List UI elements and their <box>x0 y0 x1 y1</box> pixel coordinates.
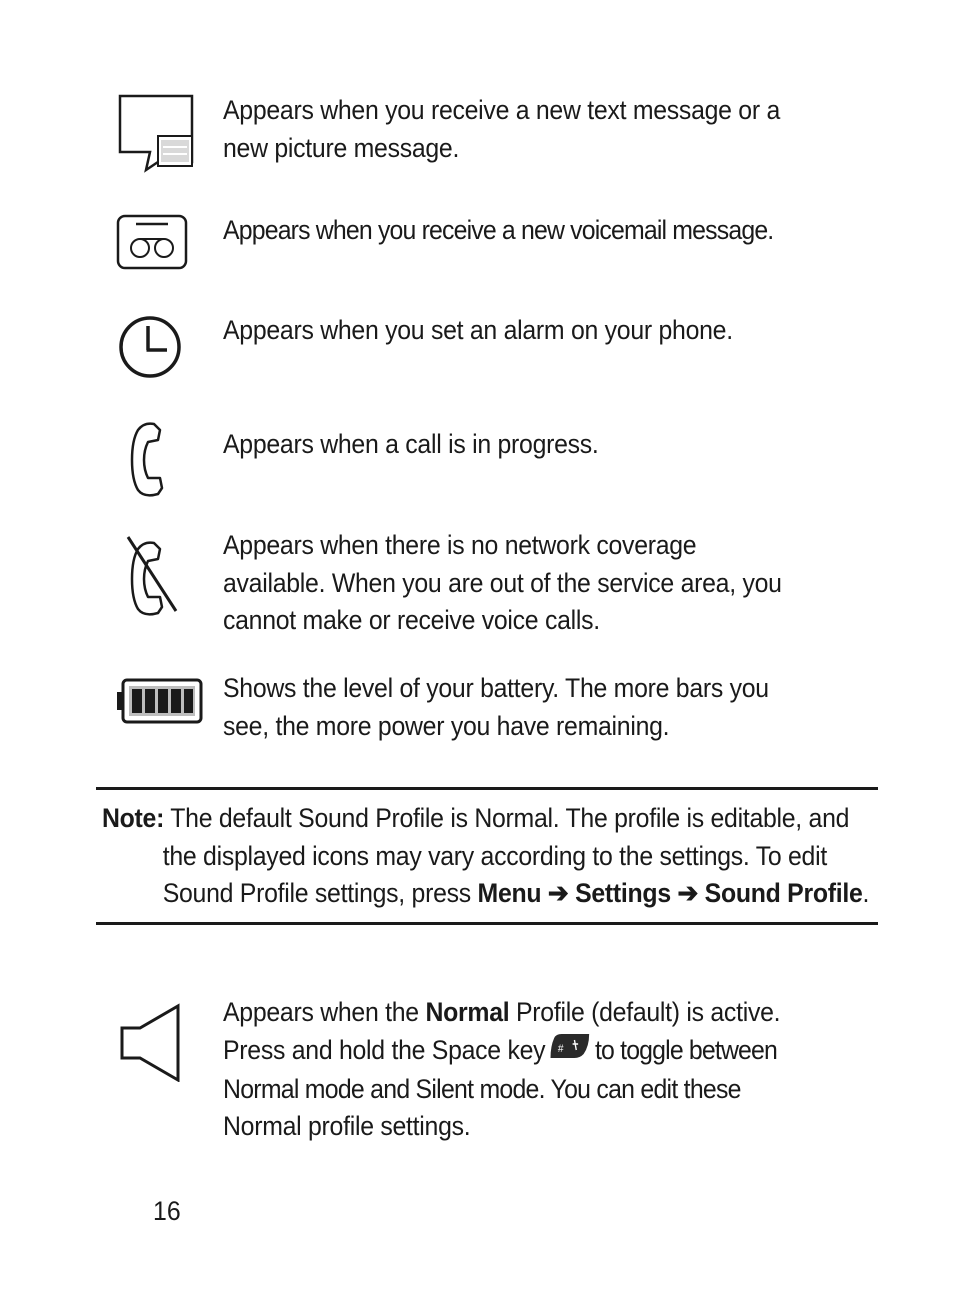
no-network-description: Appears when there is no network coverage available. When you are out of the service area, you cannot make or receive voice calls. <box>223 530 782 635</box>
call-description: Appears when a call is in progress. <box>223 429 599 459</box>
menu-path-menu: Menu <box>477 878 542 908</box>
note-line-3: Sound Profile settings, press Menu ➔ Settings ➔ Sound Profile. <box>162 878 870 908</box>
note-bottom-rule <box>96 922 878 925</box>
menu-path-sound-profile: Sound Profile <box>704 878 863 908</box>
space-key-icon <box>549 1032 591 1071</box>
speaker-icon <box>116 1002 186 1082</box>
note-label: Note: <box>102 803 165 833</box>
battery-icon <box>115 676 205 726</box>
note-line-1: The default Sound Profile is Normal. The profile is editable, and <box>170 803 850 833</box>
note-line-2: the displayed icons may vary according to the settings. To edit <box>162 840 827 871</box>
alarm-description: Appears when you set an alarm on your phone. <box>223 315 733 345</box>
new-message-icon <box>114 94 196 174</box>
call-in-progress-icon <box>124 420 168 500</box>
svg-text:#: # <box>558 1042 564 1056</box>
menu-path-arrow-icon: ➔ <box>547 878 569 908</box>
battery-description: Shows the level of your battery. The more bars you see, the more power you have remaining. <box>223 673 769 741</box>
voicemail-icon <box>114 212 190 272</box>
normal-profile-label: Normal <box>425 997 510 1027</box>
normal-profile-description: Appears when the Normal Profile (default) is active. Press and hold the Space key # to toggle between Normal mode and Silent mode. You can edit these Normal profile settings. <box>223 997 781 1142</box>
menu-path-settings: Settings <box>575 878 671 908</box>
page-number: 16 <box>153 1196 181 1226</box>
voicemail-description: Appears when you receive a new voicemail message. <box>223 215 774 245</box>
note-top-rule <box>96 787 878 790</box>
note-block <box>102 800 869 913</box>
menu-path-arrow-icon: ➔ <box>677 878 699 908</box>
new-message-description: Appears when you receive a new text message or a new picture message. <box>223 95 781 163</box>
no-network-icon <box>120 533 180 623</box>
alarm-icon <box>115 312 185 382</box>
